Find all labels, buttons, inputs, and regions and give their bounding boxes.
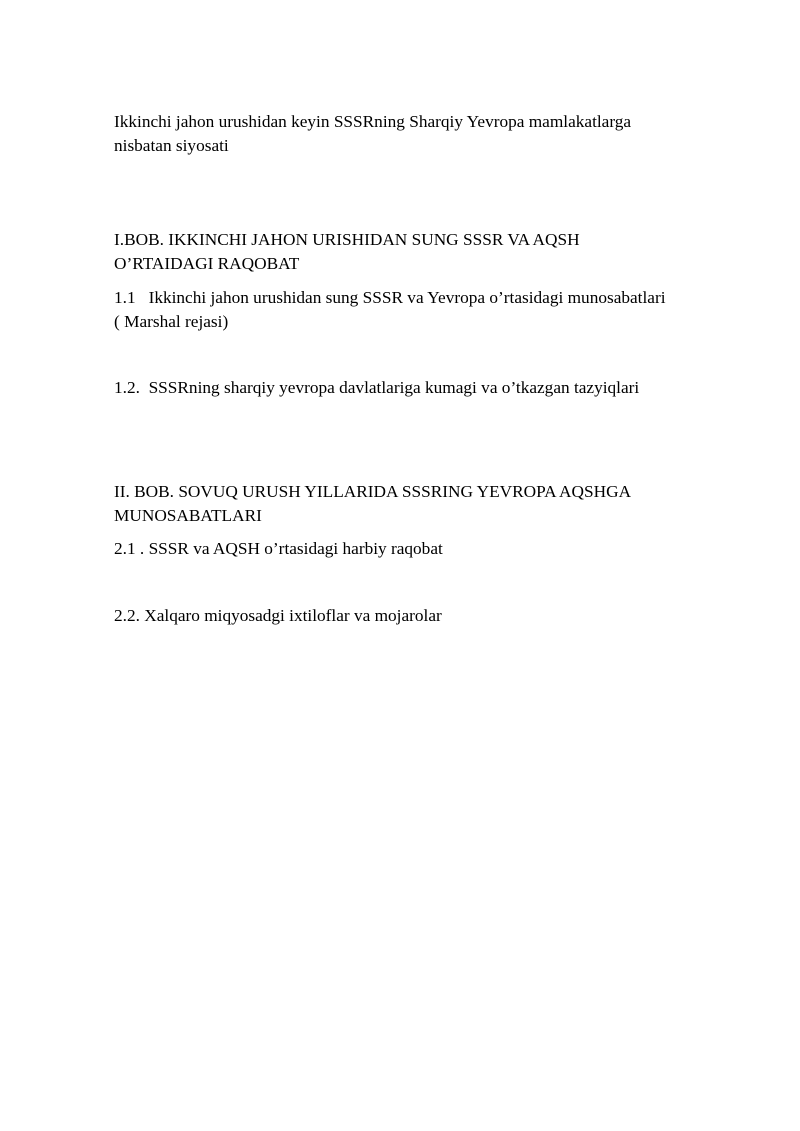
document-title <box>114 110 734 158</box>
section-2-1: 2.1 . SSSR va AQSH o’rtasidagi harbiy raqobat <box>114 539 443 558</box>
chapter-1-heading-line-2: O’RTAIDAGI RAQOBAT <box>114 254 300 273</box>
chapter-2-heading-line-1: II. BOB. SOVUQ URUSH YILLARIDA SSSRING YEVROPA AQSHGA <box>114 482 632 501</box>
document-title-line-1: Ikkinchi jahon urushidan keyin SSSRning Sharqiy Yevropa mamlakatlarga <box>114 112 632 131</box>
chapter-2-heading <box>114 480 734 528</box>
document-title-line-2: nisbatan siyosati <box>114 136 229 155</box>
section-1-2: 1.2. SSSRning sharqiy yevropa davlatlariga kumagi va o’tkazgan tazyiqlari <box>114 378 640 397</box>
section-1-1-line-1: 1.1 Ikkinchi jahon urushidan sung SSSR va Yevropa o’rtasidagi munosabatlari <box>114 288 666 307</box>
chapter-1-heading-line-1: I.BOB. IKKINCHI JAHON URISHIDAN SUNG SSSR VA AQSH <box>114 230 580 249</box>
chapter-2-heading-line-2: MUNOSABATLARI <box>114 506 262 525</box>
section-2-2: 2.2. Xalqaro miqyosadgi ixtiloflar va mojarolar <box>114 606 442 625</box>
chapter-1-heading <box>114 228 734 276</box>
section-1-1 <box>114 286 734 334</box>
section-1-1-line-2: ( Marshal rejasi) <box>114 312 229 331</box>
